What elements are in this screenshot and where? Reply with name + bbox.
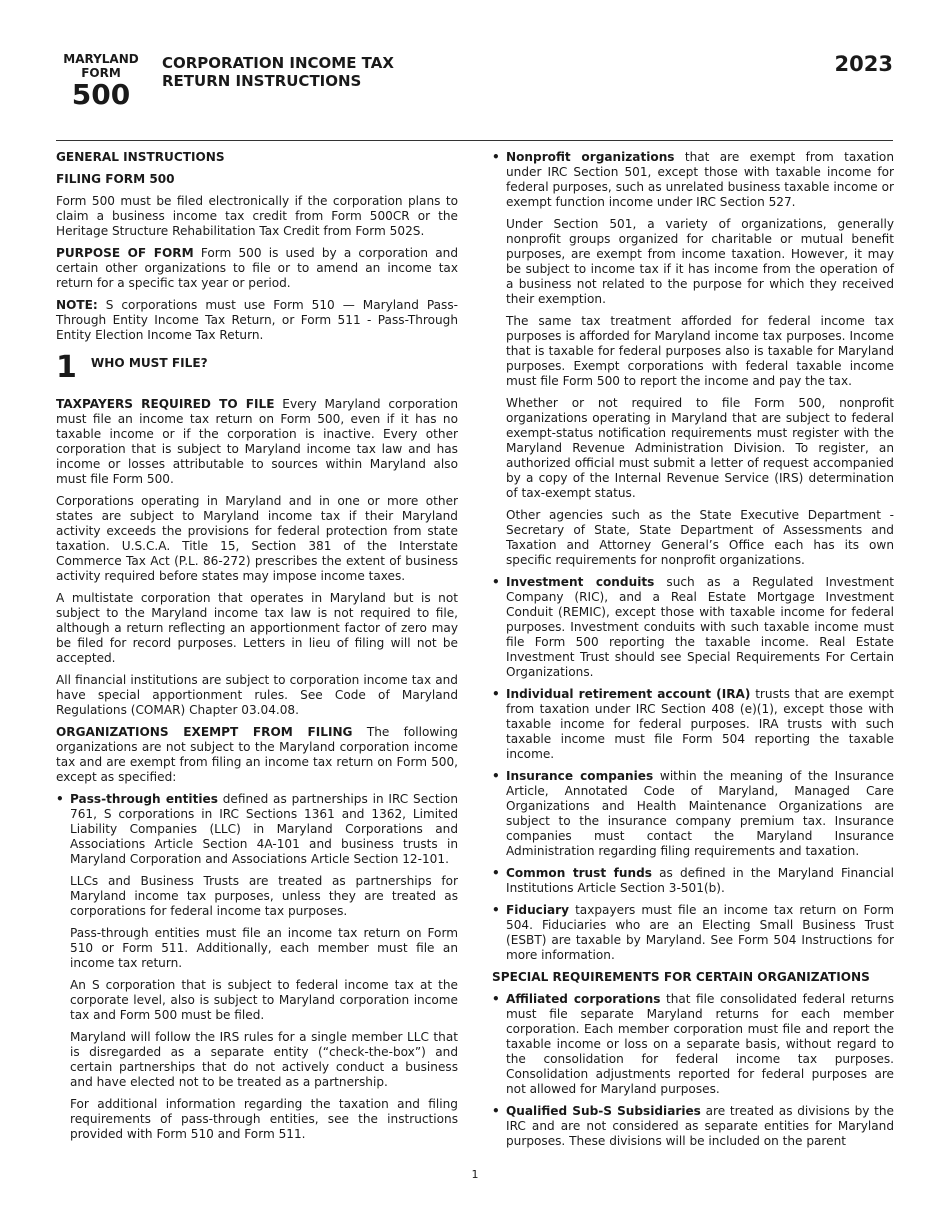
title-line-1: CORPORATION INCOME TAX bbox=[162, 54, 394, 72]
bullet-insurance: • Insurance companies within the meaning of the Insurance Article, Annotated Code of Maryland, Managed Care Organizations and Health Maintenance Organizations are subject to the insurance company premium tax. Insurance companies must contact the Maryland Insurance Administration regarding filing requirements and taxation. bbox=[492, 769, 894, 859]
section-heading bbox=[56, 350, 458, 385]
page-title bbox=[162, 54, 394, 90]
right-column bbox=[492, 150, 894, 1156]
operating-paragraph: Corporations operating in Maryland and in one or more other states are subject to Maryland income tax if their Maryland activity exceeds the provisions for federal protection from state taxation. U.S.C.A. Title 15, Section 381 of the Interstate Commerce Tax Act (P.L. 86-272) prescribes the extent of business activity required before states may impose income taxes. bbox=[56, 494, 458, 583]
sub-scorp: An S corporation that is subject to federal income tax at the corporate level, also is subject to Maryland corporation income tax and Form 500 must be filed. bbox=[70, 978, 458, 1022]
sub-passthrough: Pass-through entities must file an income tax return on Form 510 or Form 511. Additionally, each member must file an income tax return. bbox=[70, 926, 458, 970]
note-label: NOTE: bbox=[56, 298, 98, 312]
special-requirements-heading: SPECIAL REQUIREMENTS FOR CERTAIN ORGANIZATIONS bbox=[492, 970, 870, 984]
sub-additional: For additional information regarding the taxation and filing requirements of pass-through entities, see the instructions provided with Form 510 and Form 511. bbox=[70, 1097, 458, 1141]
state-label: MARYLAND bbox=[63, 52, 139, 66]
taxpayers-label: TAXPAYERS REQUIRED TO FILE bbox=[56, 397, 275, 411]
exempt-label: ORGANIZATIONS EXEMPT FROM FILING bbox=[56, 725, 353, 739]
taxpayers-paragraph: TAXPAYERS REQUIRED TO FILE Every Maryland corporation must file an income tax return on Form 500, even if it has no taxable income or if the corporation is inactive. Every other corporation that is subject to Maryland income tax law and has income or losses attributable to sources within Maryland also must file Form 500. bbox=[56, 397, 458, 486]
note-paragraph: NOTE: S corporations must use Form 510 — Maryland Pass-Through Entity Income Tax Return, or Form 511 - Pass-Through Entity Election Income Tax Return. bbox=[56, 298, 458, 342]
tax-year: 2023 bbox=[834, 52, 893, 76]
purpose-paragraph: PURPOSE OF FORM Form 500 is used by a corporation and certain other organizations to file or to amend an income tax return for a specific tax year or period. bbox=[56, 246, 458, 290]
sub-501: Under Section 501, a variety of organizations, generally nonprofit groups organized for charitable or mutual benefit purposes, are exempt from income taxation. However, it may be subject to income tax if it has income from the operation of a business not related to the purpose for which they received their exemption. bbox=[506, 217, 894, 306]
bullet-fiduciary: • Fiduciary taxpayers must file an income tax return on Form 504. Fiduciaries who are an Electing Small Business Trust (ESBT) are taxable by Maryland. See Form 504 Instructions for more information. bbox=[492, 903, 894, 963]
bullet-affiliated: • Affiliated corporations that file consolidated federal returns must file separate Maryland returns for each member corporation. Each member corporation must file and report the taxable income or loss on a separate basis, without regard to the consolidation for federal income tax purposes. Consolidation adjustments reported for federal purposes are not allowed for Maryland purposes. bbox=[492, 992, 894, 1097]
section-number: 1 bbox=[56, 350, 77, 385]
form-badge bbox=[58, 52, 144, 110]
sub-whether: Whether or not required to file Form 500, nonprofit organizations operating in Maryland that are subject to federal exempt-status notification requirements must register with the Maryland Revenue Administration Division. To register, an authorized official must submit a letter of request accompanied by a copy of the Internal Revenue Service (IRS) determination of tax-exempt status. bbox=[506, 396, 894, 500]
title-line-2: RETURN INSTRUCTIONS bbox=[162, 72, 362, 90]
bullet-passthrough: • Pass-through entities defined as partnerships in IRC Section 761, S corporations in IRC Sections 1361 and 1362, Limited Liability Companies (LLC) in Maryland Corporations and Associations Article Section 4A-101 and business trusts in Maryland Corporation and Associations Article Section 12-101. bbox=[56, 792, 458, 867]
header-divider bbox=[56, 140, 893, 141]
page-number: 1 bbox=[471, 1168, 479, 1181]
bullet-qsub: • Qualified Sub-S Subsidiaries are treated as divisions by the IRC and are not considered as separate entities for Maryland purposes. These divisions will be included on the parent bbox=[492, 1104, 894, 1149]
financial-paragraph: All financial institutions are subject to corporation income tax and have special apportionment rules. See Code of Maryland Regulations (COMAR) Chapter 03.04.08. bbox=[56, 673, 458, 717]
filing-paragraph: Form 500 must be filed electronically if the corporation plans to claim a business income tax credit from Form 500CR or the Heritage Structure Rehabilitation Tax Credit from Form 502S. bbox=[56, 194, 458, 238]
sub-llc: LLCs and Business Trusts are treated as partnerships for Maryland income tax purposes, unless they are treated as corporations for federal income tax purposes. bbox=[70, 874, 458, 918]
bullet-common: • Common trust funds as defined in the Maryland Financial Institutions Article Section 3-501(b). bbox=[492, 866, 894, 896]
form-number: 500 bbox=[71, 78, 131, 111]
section-title: WHO MUST FILE? bbox=[90, 356, 208, 370]
purpose-label: PURPOSE OF FORM bbox=[56, 246, 194, 260]
sub-same: The same tax treatment afforded for federal income tax purposes is afforded for Maryland income tax purposes. Income that is taxable for federal purposes also is taxable for Maryland purposes. Exempt corporations with federal taxable income must file Form 500 to report the income and pay the tax. bbox=[506, 314, 894, 388]
bullet-investment: • Investment conduits such as a Regulated Investment Company (RIC), and a Real Estate Mortgage Investment Conduit (REMIC), except those with taxable income for federal purposes. Investment conduits with such taxable income must file Form 500 reporting the taxable income. Real Estate Investment Trust should see Special Requirements For Certain Organizations. bbox=[492, 575, 894, 680]
left-column bbox=[56, 150, 458, 1149]
form-label: FORM bbox=[81, 66, 121, 80]
bullet-nonprofit: • Nonprofit organizations that are exempt from taxation under IRC Section 501, except those with taxable income for federal purposes, such as unrelated business taxable income or exempt function income under IRC Section 527. bbox=[492, 150, 894, 210]
sub-other: Other agencies such as the State Executive Department - Secretary of State, State Department of Assessments and Taxation and Attorney General’s Office each has its own specific requirements for nonprofit organizations. bbox=[506, 508, 894, 567]
exempt-paragraph: ORGANIZATIONS EXEMPT FROM FILING The following organizations are not subject to the Maryland corporation income tax and are exempt from filing an income tax return on Form 500, except as specified: bbox=[56, 725, 458, 784]
bullet-ira: • Individual retirement account (IRA) trusts that are exempt from taxation under IRC Section 408 (e)(1), except those with taxable income for federal purposes. IRA trusts with such taxable income must file Form 504 reporting the taxable income. bbox=[492, 687, 894, 762]
filing-form-heading: FILING FORM 500 bbox=[56, 172, 175, 186]
sub-irs: Maryland will follow the IRS rules for a single member LLC that is disregarded as a separate entity (“check-the-box”) and certain partnerships that do not actively conduct a business and have elected not to be treated as a partnership. bbox=[70, 1030, 458, 1089]
general-instructions-heading: GENERAL INSTRUCTIONS bbox=[56, 150, 225, 164]
multistate-paragraph: A multistate corporation that operates in Maryland but is not subject to the Maryland income tax law is not required to file, although a return reflecting an apportionment factor of zero may be filed for record purposes. Letters in lieu of filing will not be accepted. bbox=[56, 591, 458, 665]
